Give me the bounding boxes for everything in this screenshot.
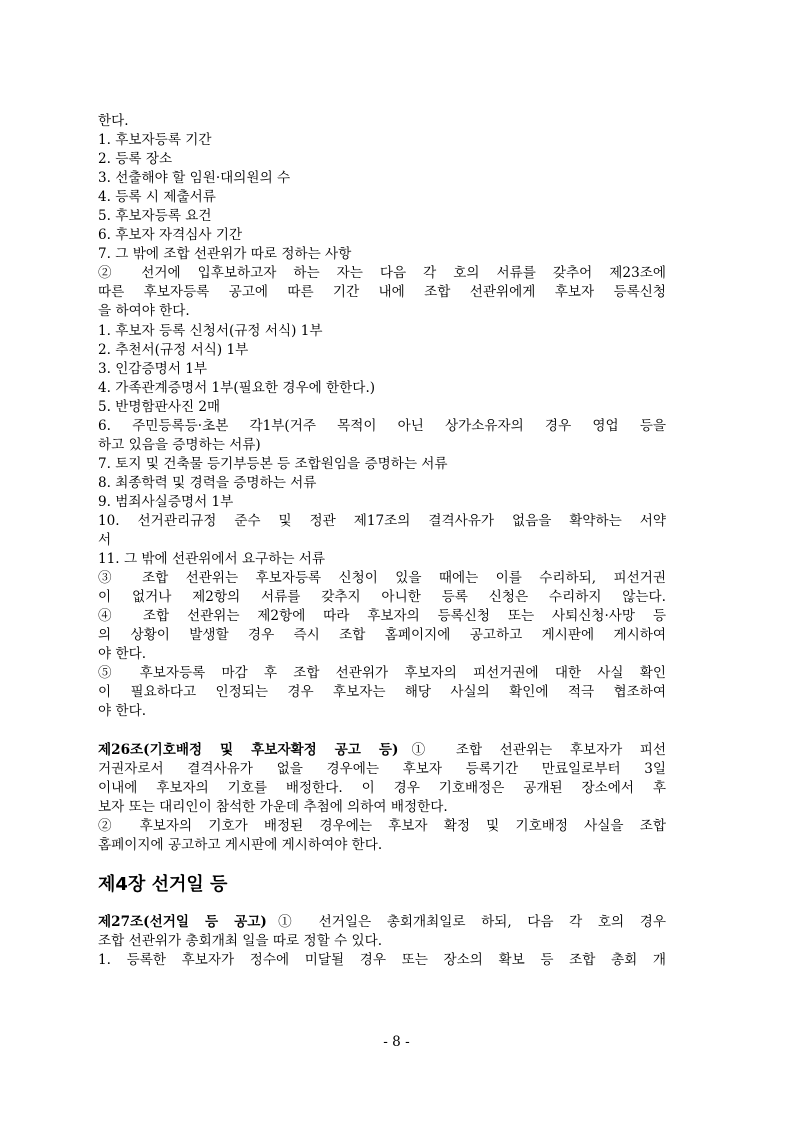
- paragraph-line: 을 하여야 한다.: [98, 303, 190, 320]
- list-item: 4. 등록 시 제출서류: [98, 189, 216, 206]
- list-item: 10. 선거관리규정 준수 및 정관 제17조의 결격사유가 없음을 확약하는 서약: [98, 512, 666, 529]
- paragraph-line: 이 필요하다고 인정되는 경우 후보자는 해당 사실의 확인에 적극 협조하여: [98, 684, 666, 701]
- article-26-text: ① 조합 선관위는 후보자가 피선: [398, 741, 666, 758]
- paragraph-line: 거권자로서 결격사유가 없을 경우에는 후보자 등록기간 만료일로부터 3일: [98, 760, 666, 777]
- list-item: 3. 선출해야 할 임원·대의원의 수: [98, 170, 291, 187]
- paragraph-line: 이내에 후보자의 기호를 배정한다. 이 경우 기호배정은 공개된 장소에서 후: [98, 779, 666, 796]
- article-26-first-line: [98, 741, 666, 760]
- paragraph-line: 의 상황이 발생할 경우 즉시 조합 홈페이지에 공고하고 게시판에 게시하여: [98, 627, 666, 644]
- list-item: 4. 가족관계증명서 1부(필요한 경우에 한한다.): [98, 379, 376, 396]
- list-item: 2. 등록 장소: [98, 151, 173, 168]
- list-item: 5. 후보자등록 요건: [98, 208, 212, 225]
- paragraph-line: 홈페이지에 공고하고 게시판에 게시하여야 한다.: [98, 836, 383, 853]
- paragraph-line: ⑤ 후보자등록 마감 후 조합 선관위가 후보자의 피선거권에 대한 사실 확인: [98, 665, 666, 682]
- list-item: 1. 등록한 후보자가 정수에 미달될 경우 또는 장소의 확보 등 조합 총회 개: [98, 951, 666, 968]
- paragraph-line: 보자 또는 대리인이 참석한 가운데 추첨에 의하여 배정한다.: [98, 798, 448, 815]
- page-number: - 8 -: [383, 1034, 410, 1050]
- chapter-heading: 제4장 선거일 등: [98, 873, 228, 895]
- paragraph-line: 조합 선관위가 총회개최 일을 따로 정할 수 있다.: [98, 932, 383, 949]
- article-27-title: 제27조(선거일 등 공고): [98, 913, 267, 930]
- paragraph-line: 이 없거나 제2항의 서류를 갖추지 아니한 등록 신청은 수리하지 않는다.: [98, 589, 666, 606]
- list-item: 1. 후보자등록 기간: [98, 132, 212, 149]
- list-item: 3. 인감증명서 1부: [98, 360, 208, 377]
- list-item: 서: [98, 532, 112, 549]
- document-body: [98, 112, 666, 970]
- list-item: 6. 후보자 자격심사 기간: [98, 227, 243, 244]
- text-line: 한다.: [98, 113, 129, 129]
- paragraph-line: 야 한다.: [98, 703, 147, 720]
- list-item: 7. 토지 및 건축물 등기부등본 등 조합원임을 증명하는 서류: [98, 455, 448, 472]
- paragraph-line: 따른 후보자등록 공고에 따른 기간 내에 조합 선관위에게 후보자 등록신청: [98, 284, 666, 301]
- article-26-title: 제26조(기호배정 및 후보자확정 공고 등): [98, 741, 399, 758]
- paragraph-line: 야 한다.: [98, 646, 147, 663]
- list-item: 8. 최종학력 및 경력을 증명하는 서류: [98, 474, 317, 491]
- paragraph-line: ③ 조합 선관위는 후보자등록 신청이 있을 때에는 이를 수리하되, 피선거권: [98, 570, 666, 587]
- paragraph-line: ④ 조합 선관위는 제2항에 따라 후보자의 등록신청 또는 사퇴신청·사망 등: [98, 608, 666, 625]
- paragraph-line: ② 선거에 입후보하고자 하는 자는 다음 각 호의 서류를 갖추어 제23조에: [98, 265, 666, 282]
- list-item: 6. 주민등록등·초본 각1부(거주 목적이 아닌 상가소유자의 경우 영업 등을: [98, 417, 666, 434]
- list-item: 9. 범죄사실증명서 1부: [98, 493, 234, 510]
- list-item: 2. 추천서(규정 서식) 1부: [98, 341, 249, 358]
- list-item: 11. 그 밖에 선관위에서 요구하는 서류: [98, 551, 326, 568]
- list-item: 1. 후보자 등록 신청서(규정 서식) 1부: [98, 322, 323, 339]
- article-27-text: ① 선거일은 총회개최일로 하되, 다음 각 호의 경우: [266, 913, 666, 930]
- list-item: 7. 그 밖에 조합 선관위가 따로 정하는 사항: [98, 246, 352, 263]
- paragraph-line: ② 후보자의 기호가 배정된 경우에는 후보자 확정 및 기호배정 사실을 조합: [98, 817, 666, 834]
- article-27-first-line: [98, 913, 666, 932]
- list-item: 5. 반명함판사진 2매: [98, 398, 221, 415]
- list-item: 하고 있음을 증명하는 서류): [98, 436, 261, 453]
